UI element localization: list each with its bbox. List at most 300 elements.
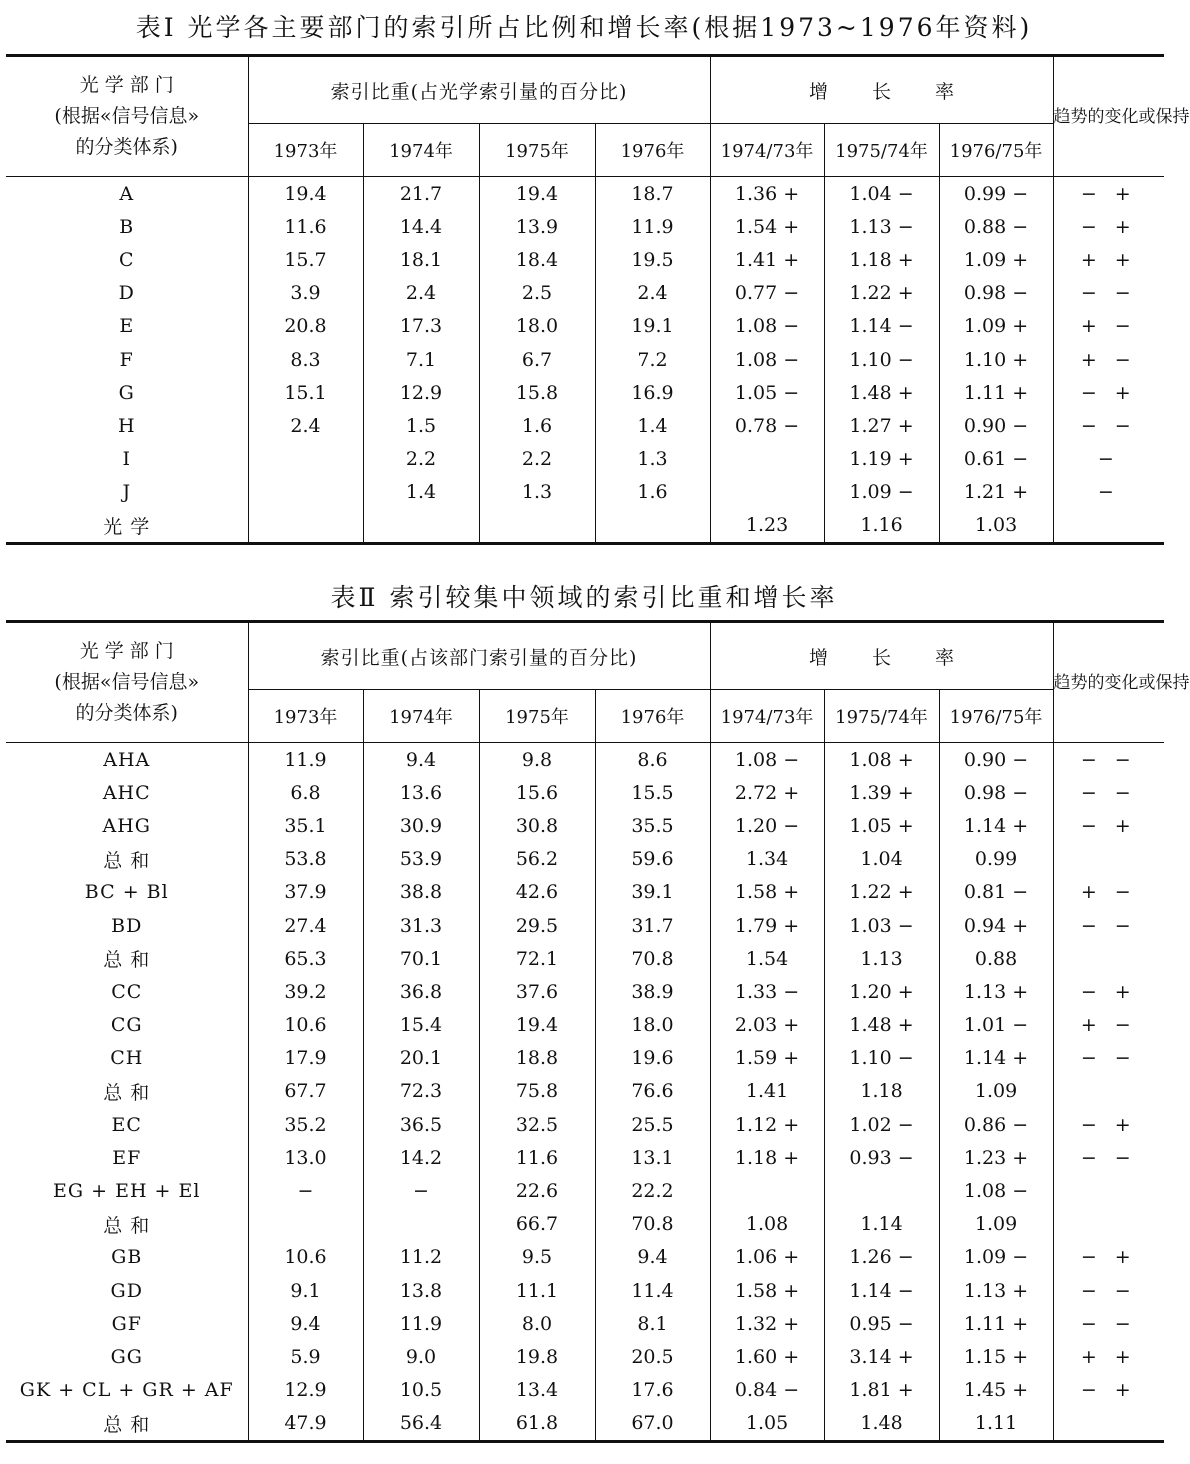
- dept-cell: CH: [110, 1047, 144, 1070]
- table-row: [6, 509, 1164, 544]
- share-1974-cell: 31.3: [363, 909, 479, 942]
- share-1973-cell: 65.3: [248, 942, 363, 975]
- share-1975-cell: 13.9: [479, 210, 595, 243]
- table-row: [6, 376, 1164, 409]
- growth-1975-74-cell: 1.26 −: [824, 1241, 939, 1274]
- dept-cell: 光 学: [103, 515, 151, 538]
- share-1973-cell: 13.0: [248, 1141, 363, 1174]
- growth-1974-73-cell: 1.08 −: [710, 343, 824, 376]
- trend-cell: − −: [1053, 1042, 1164, 1075]
- table-row: [6, 942, 1164, 975]
- share-1975-cell: 19.8: [479, 1340, 595, 1373]
- share-1975-cell: 75.8: [479, 1075, 595, 1108]
- share-1976-cell: 25.5: [595, 1108, 710, 1141]
- trend-cell: [1053, 942, 1164, 975]
- period-header: 1976/75年: [939, 124, 1053, 177]
- dept-cell: AHC: [102, 781, 151, 804]
- growth-1975-74-cell: 1.18: [824, 1075, 939, 1108]
- growth-1975-74-cell: 1.10 −: [824, 343, 939, 376]
- growth-1976-75-cell: 0.88 −: [939, 210, 1053, 243]
- table-row: [6, 476, 1164, 509]
- growth-1974-73-cell: 1.41 +: [710, 243, 824, 276]
- growth-1974-73-cell: 1.36 +: [710, 177, 824, 211]
- growth-1975-74-cell: 1.14 −: [824, 310, 939, 343]
- share-1973-cell: 39.2: [248, 975, 363, 1008]
- growth-1975-74-cell: 1.48: [824, 1407, 939, 1442]
- growth-1976-75-cell: 1.03: [939, 509, 1053, 544]
- share-1973-cell: 19.4: [248, 177, 363, 211]
- growth-1974-73-cell: 1.32 +: [710, 1307, 824, 1340]
- table-row: [6, 310, 1164, 343]
- dept-cell: G: [118, 381, 135, 404]
- year-header: 1973年: [248, 690, 363, 743]
- trend-cell: − +: [1053, 376, 1164, 409]
- table-row: [6, 1075, 1164, 1108]
- share-1974-cell: −: [363, 1174, 479, 1207]
- share-1974-cell: 2.2: [363, 443, 479, 476]
- growth-1976-75-cell: 1.09: [939, 1075, 1053, 1108]
- dept-header: [6, 622, 248, 743]
- dept-header-line: (根据«信号信息»: [54, 671, 200, 693]
- growth-1975-74-cell: 1.14 −: [824, 1274, 939, 1307]
- share-1976-cell: 8.6: [595, 743, 710, 777]
- growth-1975-74-cell: 1.08 +: [824, 743, 939, 777]
- growth-1975-74-cell: 1.02 −: [824, 1108, 939, 1141]
- share-1976-cell: 31.7: [595, 909, 710, 942]
- share-1975-cell: 9.5: [479, 1241, 595, 1274]
- share-1975-cell: 15.8: [479, 376, 595, 409]
- growth-1976-75-cell: 0.90 −: [939, 409, 1053, 442]
- share-1974-cell: 13.6: [363, 776, 479, 809]
- growth-1975-74-cell: 1.04 −: [824, 177, 939, 211]
- growth-1975-74-cell: 1.13 −: [824, 210, 939, 243]
- share-1974-cell: 72.3: [363, 1075, 479, 1108]
- dept-cell: AHA: [103, 748, 151, 771]
- growth-1974-73-cell: 1.58 +: [710, 876, 824, 909]
- dept-cell: EF: [112, 1146, 142, 1169]
- share-1974-cell: 13.8: [363, 1274, 479, 1307]
- table-row: [6, 1407, 1164, 1442]
- growth-1975-74-cell: 1.81 +: [824, 1374, 939, 1407]
- dept-cell: D: [118, 282, 135, 305]
- table-row: [6, 843, 1164, 876]
- share-1974-cell: 20.1: [363, 1042, 479, 1075]
- share-1973-cell: [248, 509, 363, 544]
- growth-1974-73-cell: [710, 1174, 824, 1207]
- share-1975-cell: 56.2: [479, 843, 595, 876]
- trend-cell: [1053, 1407, 1164, 1442]
- trend-cell: [1053, 509, 1164, 544]
- dept-cell: AHG: [102, 814, 151, 837]
- table-row: [6, 1042, 1164, 1075]
- trend-header: 趋势的变化或保持: [1053, 622, 1164, 743]
- growth-1974-73-cell: 1.05 −: [710, 376, 824, 409]
- growth-1976-75-cell: 1.01 −: [939, 1009, 1053, 1042]
- growth-1974-73-cell: 1.54 +: [710, 210, 824, 243]
- growth-1974-73-cell: 1.05: [710, 1407, 824, 1442]
- dept-cell: A: [119, 182, 135, 205]
- period-header: 1976/75年: [939, 690, 1053, 743]
- growth-1975-74-cell: 1.03 −: [824, 909, 939, 942]
- share-1975-cell: 2.2: [479, 443, 595, 476]
- growth-1975-74-cell: 1.10 −: [824, 1042, 939, 1075]
- year-header: 1976年: [595, 690, 710, 743]
- growth-1976-75-cell: 1.13 +: [939, 1274, 1053, 1307]
- dept-header-line: 光 学 部 门: [79, 640, 174, 662]
- dept-cell: J: [122, 481, 132, 504]
- dept-cell: GB: [111, 1246, 143, 1269]
- dept-cell: H: [117, 414, 136, 437]
- share-1976-cell: 16.9: [595, 376, 710, 409]
- period-header: 1975/74年: [824, 690, 939, 743]
- dept-header-line: 光 学 部 门: [79, 74, 174, 96]
- table-row: [6, 1340, 1164, 1373]
- growth-1974-73-cell: 1.08 −: [710, 743, 824, 777]
- trend-cell: −: [1053, 476, 1164, 509]
- trend-cell: + −: [1053, 1009, 1164, 1042]
- share-1976-cell: 39.1: [595, 876, 710, 909]
- dept-cell: C: [118, 248, 135, 271]
- table-row: [6, 409, 1164, 442]
- trend-cell: + −: [1053, 876, 1164, 909]
- growth-1974-73-cell: 2.03 +: [710, 1009, 824, 1042]
- share-1973-cell: 8.3: [248, 343, 363, 376]
- period-header: 1974/73年: [710, 124, 824, 177]
- growth-1975-74-cell: 1.22 +: [824, 876, 939, 909]
- share-1976-cell: 7.2: [595, 343, 710, 376]
- share-1975-cell: 1.6: [479, 409, 595, 442]
- share-1974-cell: 9.0: [363, 1340, 479, 1373]
- growth-1976-75-cell: 1.11 +: [939, 376, 1053, 409]
- table-row: [6, 1274, 1164, 1307]
- dept-header-line: (根据«信号信息»: [54, 105, 200, 127]
- growth-1975-74-cell: 1.09 −: [824, 476, 939, 509]
- share-1975-cell: 11.6: [479, 1141, 595, 1174]
- share-1974-cell: 1.4: [363, 476, 479, 509]
- table-row: [6, 809, 1164, 842]
- share-1973-cell: 9.1: [248, 1274, 363, 1307]
- share-1974-cell: 18.1: [363, 243, 479, 276]
- share-1976-cell: 11.4: [595, 1274, 710, 1307]
- growth-1975-74-cell: 3.14 +: [824, 1340, 939, 1373]
- share-1973-cell: [248, 1208, 363, 1241]
- share-1973-cell: 47.9: [248, 1407, 363, 1442]
- dept-cell: 总 和: [103, 1214, 151, 1237]
- growth-1976-75-cell: 1.14 +: [939, 809, 1053, 842]
- share-1973-cell: 5.9: [248, 1340, 363, 1373]
- share-1975-cell: 13.4: [479, 1374, 595, 1407]
- growth-1974-73-cell: 1.54: [710, 942, 824, 975]
- growth-1976-75-cell: 0.98 −: [939, 776, 1053, 809]
- growth-1976-75-cell: 0.98 −: [939, 277, 1053, 310]
- share-1974-cell: 30.9: [363, 809, 479, 842]
- growth-1976-75-cell: 0.86 −: [939, 1108, 1053, 1141]
- share-1974-cell: 7.1: [363, 343, 479, 376]
- trend-cell: − +: [1053, 1241, 1164, 1274]
- dept-cell: GF: [111, 1312, 142, 1335]
- period-header: 1974/73年: [710, 690, 824, 743]
- share-1974-cell: 53.9: [363, 843, 479, 876]
- growth-1975-74-cell: 1.39 +: [824, 776, 939, 809]
- share-1973-cell: 10.6: [248, 1009, 363, 1042]
- growth-1975-74-cell: 1.05 +: [824, 809, 939, 842]
- table-row: [6, 1141, 1164, 1174]
- growth-1976-75-cell: 0.90 −: [939, 743, 1053, 777]
- growth-1975-74-cell: [824, 1174, 939, 1207]
- growth-1976-75-cell: 1.09 +: [939, 243, 1053, 276]
- dept-cell: GG: [110, 1345, 143, 1368]
- share-1973-cell: 67.7: [248, 1075, 363, 1108]
- table-row: [6, 743, 1164, 777]
- growth-1975-74-cell: 1.48 +: [824, 1009, 939, 1042]
- share-1975-cell: 18.0: [479, 310, 595, 343]
- table-row: [6, 210, 1164, 243]
- growth-1974-73-cell: 0.84 −: [710, 1374, 824, 1407]
- growth-1975-74-cell: 1.20 +: [824, 975, 939, 1008]
- share-1974-cell: [363, 1208, 479, 1241]
- trend-cell: − −: [1053, 277, 1164, 310]
- share-1973-cell: 27.4: [248, 909, 363, 942]
- growth-1975-74-cell: 0.95 −: [824, 1307, 939, 1340]
- trend-cell: − +: [1053, 1108, 1164, 1141]
- period-header: 1975/74年: [824, 124, 939, 177]
- dept-cell: 总 和: [103, 849, 151, 872]
- share-1975-cell: 37.6: [479, 975, 595, 1008]
- share-1973-cell: 15.7: [248, 243, 363, 276]
- growth-1976-75-cell: 1.21 +: [939, 476, 1053, 509]
- growth-1975-74-cell: 1.18 +: [824, 243, 939, 276]
- growth-1974-73-cell: 0.77 −: [710, 277, 824, 310]
- growth-1975-74-cell: 1.22 +: [824, 277, 939, 310]
- growth-1975-74-cell: 1.27 +: [824, 409, 939, 442]
- table-row: [6, 909, 1164, 942]
- share-1976-cell: 20.5: [595, 1340, 710, 1373]
- trend-cell: + +: [1053, 1340, 1164, 1373]
- dept-cell: F: [119, 348, 134, 371]
- share-1973-cell: 12.9: [248, 1374, 363, 1407]
- share-1975-cell: 1.3: [479, 476, 595, 509]
- table-row: [6, 876, 1164, 909]
- share-1976-cell: 15.5: [595, 776, 710, 809]
- growth-1976-75-cell: 0.94 +: [939, 909, 1053, 942]
- trend-cell: − −: [1053, 409, 1164, 442]
- trend-cell: + −: [1053, 343, 1164, 376]
- dept-cell: I: [122, 448, 131, 471]
- share-1976-cell: 19.1: [595, 310, 710, 343]
- share-1974-cell: 38.8: [363, 876, 479, 909]
- growth-1976-75-cell: 0.61 −: [939, 443, 1053, 476]
- share-1976-cell: 67.0: [595, 1407, 710, 1442]
- dept-cell: E: [119, 315, 135, 338]
- share-1975-cell: 2.5: [479, 277, 595, 310]
- share-1976-cell: 38.9: [595, 975, 710, 1008]
- share-1976-cell: 70.8: [595, 1208, 710, 1241]
- table1: [6, 54, 1190, 545]
- share-1976-cell: 19.6: [595, 1042, 710, 1075]
- share-1974-cell: 9.4: [363, 743, 479, 777]
- year-header: 1973年: [248, 124, 363, 177]
- dept-header-line: 的分类体系): [75, 136, 178, 158]
- growth-1974-73-cell: 1.59 +: [710, 1042, 824, 1075]
- share-1975-cell: 66.7: [479, 1208, 595, 1241]
- share-1976-cell: 9.4: [595, 1241, 710, 1274]
- dept-cell: 总 和: [103, 949, 151, 972]
- growth-1974-73-cell: 0.78 −: [710, 409, 824, 442]
- share-1973-cell: 2.4: [248, 409, 363, 442]
- share-header: 索引比重(占该部门索引量的百分比): [248, 622, 710, 690]
- growth-1976-75-cell: 1.14 +: [939, 1042, 1053, 1075]
- dept-header-line: 的分类体系): [75, 702, 178, 724]
- table-row: [6, 243, 1164, 276]
- share-1974-cell: 11.9: [363, 1307, 479, 1340]
- share-1975-cell: 30.8: [479, 809, 595, 842]
- share-1976-cell: 22.2: [595, 1174, 710, 1207]
- share-1976-cell: 2.4: [595, 277, 710, 310]
- share-1973-cell: [248, 476, 363, 509]
- trend-header: 趋势的变化或保持: [1053, 56, 1164, 177]
- dept-cell: 总 和: [103, 1081, 151, 1104]
- share-1976-cell: 17.6: [595, 1374, 710, 1407]
- growth-1974-73-cell: 1.08: [710, 1208, 824, 1241]
- share-1973-cell: 6.8: [248, 776, 363, 809]
- share-1975-cell: 22.6: [479, 1174, 595, 1207]
- trend-cell: − +: [1053, 210, 1164, 243]
- share-1973-cell: 3.9: [248, 277, 363, 310]
- trend-cell: − −: [1053, 909, 1164, 942]
- share-1976-cell: 13.1: [595, 1141, 710, 1174]
- share-1976-cell: [595, 509, 710, 544]
- trend-cell: − +: [1053, 975, 1164, 1008]
- share-1975-cell: 19.4: [479, 177, 595, 211]
- growth-1976-75-cell: 1.13 +: [939, 975, 1053, 1008]
- share-1974-cell: [363, 509, 479, 544]
- trend-cell: − −: [1053, 743, 1164, 777]
- year-header: 1976年: [595, 124, 710, 177]
- year-header: 1975年: [479, 124, 595, 177]
- trend-cell: [1053, 1075, 1164, 1108]
- table-row: [6, 1208, 1164, 1241]
- share-1976-cell: 35.5: [595, 809, 710, 842]
- share-1974-cell: 11.2: [363, 1241, 479, 1274]
- table2: [6, 620, 1190, 1443]
- trend-cell: − −: [1053, 776, 1164, 809]
- share-1975-cell: 8.0: [479, 1307, 595, 1340]
- table2-caption: 表Ⅱ 索引较集中领域的索引比重和增长率: [330, 583, 838, 612]
- growth-1974-73-cell: 1.58 +: [710, 1274, 824, 1307]
- table-row: [6, 443, 1164, 476]
- growth-1974-73-cell: [710, 443, 824, 476]
- table-row: [6, 277, 1164, 310]
- growth-1976-75-cell: 0.99: [939, 843, 1053, 876]
- growth-1974-73-cell: 1.12 +: [710, 1108, 824, 1141]
- growth-1976-75-cell: 1.08 −: [939, 1174, 1053, 1207]
- growth-header: 增长率: [710, 622, 1053, 690]
- share-1976-cell: 76.6: [595, 1075, 710, 1108]
- share-1976-cell: 70.8: [595, 942, 710, 975]
- dept-cell: CG: [110, 1014, 143, 1037]
- growth-1976-75-cell: 1.10 +: [939, 343, 1053, 376]
- share-1974-cell: 56.4: [363, 1407, 479, 1442]
- share-1973-cell: [248, 443, 363, 476]
- share-1974-cell: 15.4: [363, 1009, 479, 1042]
- year-header: 1974年: [363, 690, 479, 743]
- share-1974-cell: 14.4: [363, 210, 479, 243]
- dept-cell: 总 和: [103, 1413, 151, 1436]
- trend-cell: − +: [1053, 809, 1164, 842]
- table-row: [6, 776, 1164, 809]
- trend-cell: − −: [1053, 1307, 1164, 1340]
- table2-body: [6, 743, 1164, 1442]
- trend-cell: [1053, 1208, 1164, 1241]
- share-header: 索引比重(占光学索引量的百分比): [248, 56, 710, 124]
- table1-caption: 表Ⅰ 光学各主要部门的索引所占比例和增长率(根据1973~1976年资料): [135, 13, 1033, 42]
- share-1975-cell: 9.8: [479, 743, 595, 777]
- trend-cell: [1053, 1174, 1164, 1207]
- share-1973-cell: 10.6: [248, 1241, 363, 1274]
- table-row: [6, 343, 1164, 376]
- dept-header: [6, 56, 248, 177]
- growth-1974-73-cell: 1.41: [710, 1075, 824, 1108]
- growth-1974-73-cell: 2.72 +: [710, 776, 824, 809]
- share-1974-cell: 21.7: [363, 177, 479, 211]
- growth-1976-75-cell: 1.23 +: [939, 1141, 1053, 1174]
- share-1974-cell: 17.3: [363, 310, 479, 343]
- share-1975-cell: 11.1: [479, 1274, 595, 1307]
- share-1976-cell: 11.9: [595, 210, 710, 243]
- growth-1974-73-cell: 1.34: [710, 843, 824, 876]
- growth-1974-73-cell: 1.60 +: [710, 1340, 824, 1373]
- share-1974-cell: 36.8: [363, 975, 479, 1008]
- trend-cell: [1053, 843, 1164, 876]
- trend-cell: − −: [1053, 1141, 1164, 1174]
- dept-cell: B: [119, 215, 135, 238]
- share-1975-cell: 61.8: [479, 1407, 595, 1442]
- share-1973-cell: 17.9: [248, 1042, 363, 1075]
- share-1975-cell: 18.4: [479, 243, 595, 276]
- dept-cell: EG + EH + El: [53, 1180, 201, 1203]
- share-1976-cell: 1.6: [595, 476, 710, 509]
- table-row: [6, 1307, 1164, 1340]
- growth-1975-74-cell: 1.04: [824, 843, 939, 876]
- growth-1976-75-cell: 1.15 +: [939, 1340, 1053, 1373]
- table-row: [6, 1108, 1164, 1141]
- growth-1976-75-cell: 1.45 +: [939, 1374, 1053, 1407]
- dept-cell: GD: [110, 1279, 143, 1302]
- year-header: 1975年: [479, 690, 595, 743]
- growth-1974-73-cell: 1.23: [710, 509, 824, 544]
- growth-1975-74-cell: 1.13: [824, 942, 939, 975]
- trend-cell: − +: [1053, 177, 1164, 211]
- share-1973-cell: 20.8: [248, 310, 363, 343]
- share-1973-cell: 11.9: [248, 743, 363, 777]
- growth-header: 增长率: [710, 56, 1053, 124]
- table-row: [6, 1174, 1164, 1207]
- share-1975-cell: 18.8: [479, 1042, 595, 1075]
- growth-1976-75-cell: 0.88: [939, 942, 1053, 975]
- dept-cell: EC: [111, 1113, 142, 1136]
- share-1975-cell: 15.6: [479, 776, 595, 809]
- share-1976-cell: 1.4: [595, 409, 710, 442]
- share-1975-cell: 6.7: [479, 343, 595, 376]
- trend-cell: + +: [1053, 243, 1164, 276]
- table-row: [6, 1009, 1164, 1042]
- share-1974-cell: 36.5: [363, 1108, 479, 1141]
- growth-1976-75-cell: 1.09: [939, 1208, 1053, 1241]
- growth-1974-73-cell: 1.08 −: [710, 310, 824, 343]
- share-1975-cell: 72.1: [479, 942, 595, 975]
- share-1976-cell: 8.1: [595, 1307, 710, 1340]
- growth-1975-74-cell: 1.16: [824, 509, 939, 544]
